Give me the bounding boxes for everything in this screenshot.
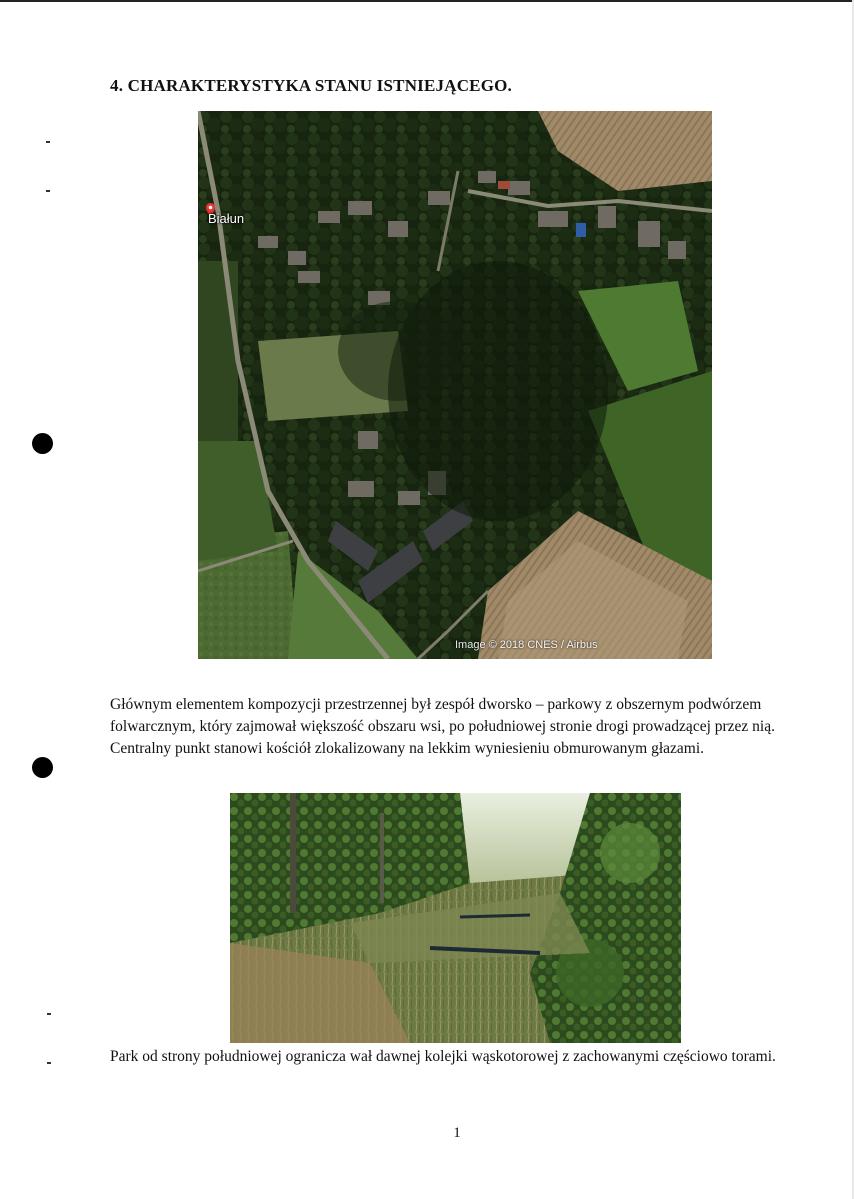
page-number: 1 xyxy=(453,1125,461,1141)
margin-tick xyxy=(47,1013,51,1015)
park-photo-graphic xyxy=(230,793,681,1043)
map-place-label: Białun xyxy=(208,211,245,226)
margin-tick xyxy=(46,190,50,192)
aerial-photo xyxy=(198,111,712,659)
paragraph-park-description: Park od strony południowej ogranicza wał dawnej kolejki wąskotorowej z zachowanymi częściowo torami. xyxy=(110,1048,776,1065)
punch-hole-upper xyxy=(32,433,53,454)
map-credit: Image © 2018 CNES / Airbus xyxy=(455,639,598,651)
paragraph-estate-description: Głównym elementem kompozycji przestrzennej był zespół dworsko – parkowy z obszernym podwórzem folwarcznym, który zajmował większość obszaru wsi, po południowej stronie drogi prowadzącej przez nią. Centralny punkt stanowi kościół zlokalizowany na lekkim wyniesieniu obmurowanym głazami. xyxy=(110,696,775,757)
punch-hole-lower xyxy=(32,757,53,778)
aerial-photo-graphic xyxy=(198,111,712,659)
margin-tick xyxy=(46,141,50,143)
page-top-border xyxy=(0,0,854,2)
park-photo xyxy=(230,793,681,1043)
margin-tick xyxy=(47,1062,51,1064)
section-heading: 4. CHARAKTERYSTYKA STANU ISTNIEJĄCEGO. xyxy=(110,76,513,95)
